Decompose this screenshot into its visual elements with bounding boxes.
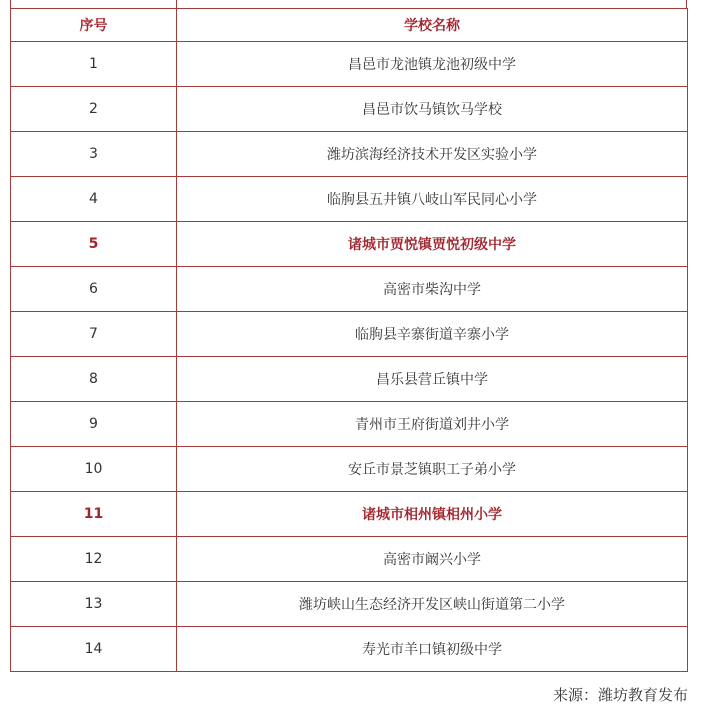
row-school-name: 诸城市贾悦镇贾悦初级中学 [177, 222, 688, 267]
row-school-name: 临朐县五井镇八岐山军民同心小学 [177, 177, 688, 222]
header-school-name: 学校名称 [177, 9, 688, 42]
row-index: 12 [11, 537, 177, 582]
row-school-name: 昌乐县营丘镇中学 [177, 357, 688, 402]
source-caption: 来源：潍坊教育发布 [552, 686, 688, 704]
row-index: 11 [11, 492, 177, 537]
row-school-name: 昌邑市龙池镇龙池初级中学 [177, 42, 688, 87]
header-index: 序号 [11, 9, 177, 42]
row-school-name: 寿光市羊口镇初级中学 [177, 627, 688, 672]
table-row [11, 537, 688, 582]
row-school-name: 诸城市相州镇相州小学 [177, 492, 688, 537]
table-row [11, 267, 688, 312]
table-row [11, 87, 688, 132]
row-index: 10 [11, 447, 177, 492]
row-index: 3 [11, 132, 177, 177]
row-index: 5 [11, 222, 177, 267]
table-top-strip [10, 0, 687, 8]
row-school-name: 潍坊滨海经济技术开发区实验小学 [177, 132, 688, 177]
table-row [11, 177, 688, 222]
table-row [11, 132, 688, 177]
table-row [11, 402, 688, 447]
table-row [11, 357, 688, 402]
row-index: 6 [11, 267, 177, 312]
table-row [11, 447, 688, 492]
table-row [11, 42, 688, 87]
row-school-name: 昌邑市饮马镇饮马学校 [177, 87, 688, 132]
table-row [11, 312, 688, 357]
table-row [11, 222, 688, 267]
row-school-name: 潍坊峡山生态经济开发区峡山街道第二小学 [177, 582, 688, 627]
row-index: 1 [11, 42, 177, 87]
table-row [11, 492, 688, 537]
row-index: 8 [11, 357, 177, 402]
row-index: 9 [11, 402, 177, 447]
row-index: 4 [11, 177, 177, 222]
row-school-name: 高密市柴沟中学 [177, 267, 688, 312]
table-body [11, 42, 688, 672]
table-row [11, 627, 688, 672]
row-index: 2 [11, 87, 177, 132]
table-header-row [11, 9, 688, 42]
row-index: 13 [11, 582, 177, 627]
table-row [11, 582, 688, 627]
row-school-name: 高密市阚兴小学 [177, 537, 688, 582]
school-table [10, 8, 688, 672]
school-table-container [10, 0, 687, 672]
column-divider [176, 0, 177, 8]
row-school-name: 青州市王府街道刘井小学 [177, 402, 688, 447]
row-index: 14 [11, 627, 177, 672]
row-index: 7 [11, 312, 177, 357]
row-school-name: 安丘市景芝镇职工子弟小学 [177, 447, 688, 492]
row-school-name: 临朐县辛寨街道辛寨小学 [177, 312, 688, 357]
